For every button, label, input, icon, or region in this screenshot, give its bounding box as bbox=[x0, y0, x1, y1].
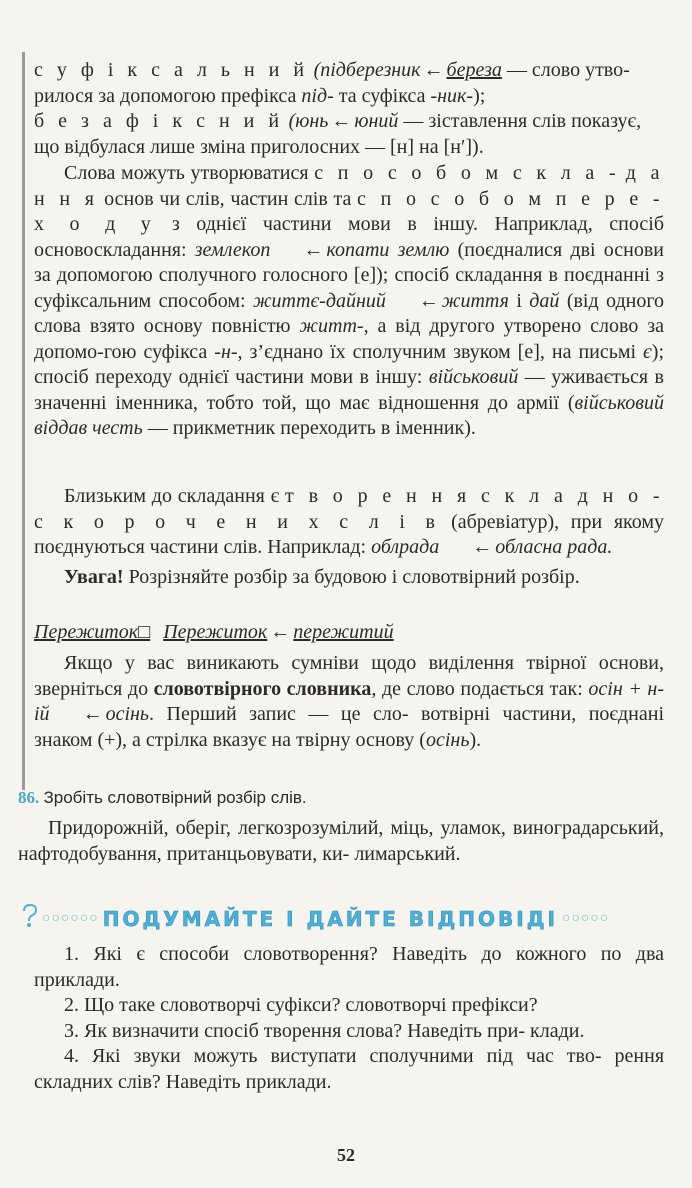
example-word: дайний bbox=[325, 289, 386, 312]
term: х о д у bbox=[34, 213, 156, 235]
example-word: військовий bbox=[428, 366, 519, 388]
arrow-icon: ← bbox=[472, 536, 493, 558]
text: (від одного слова взято основу bbox=[34, 289, 665, 337]
text: — уживається в значенні іменника, тобто той, bbox=[34, 366, 665, 414]
text: лимарський. bbox=[354, 842, 461, 865]
example-word: (юнь bbox=[288, 110, 329, 132]
paragraph-dictionary bbox=[34, 651, 664, 753]
morph-analysis bbox=[34, 617, 664, 647]
example-word: обласна рада. bbox=[495, 536, 613, 558]
exercise-number: 86. bbox=[18, 788, 40, 807]
question-2: 2. Що таке словотворчі суфікси? словотворчі префікси? bbox=[64, 994, 538, 1016]
text: два приклади. bbox=[34, 943, 665, 991]
arrow-icon: ← bbox=[303, 238, 324, 261]
text: — зіставлення слів показує, bbox=[403, 110, 642, 132]
text: основ чи слів, частин слів та bbox=[104, 187, 352, 210]
text: розбір. bbox=[521, 566, 580, 588]
text: . Перший запис — це сло- bbox=[149, 703, 409, 725]
exercise-words bbox=[18, 816, 664, 867]
prefix: під- bbox=[301, 84, 334, 107]
text: вотвірні частини, поєднані знаком (+), а стрілка вказує на bbox=[34, 703, 665, 751]
line bbox=[34, 484, 664, 561]
text: твірну основу ( bbox=[296, 728, 426, 751]
arrow-icon: ← bbox=[331, 110, 352, 132]
example-word: життє- bbox=[252, 289, 326, 312]
text: складання в поєднанні з суфіксальним способом: bbox=[34, 264, 665, 312]
text: ); bbox=[473, 84, 486, 107]
letter: є bbox=[643, 340, 652, 363]
question-3 bbox=[34, 1019, 664, 1045]
text: , а від другого утворено слово за допомо- bbox=[34, 315, 665, 363]
term: т в о р е н н я с к л а д н о - bbox=[285, 485, 665, 507]
warning-label: Увага! bbox=[64, 566, 124, 588]
dots-decoration: ○○○○○○ bbox=[42, 911, 99, 926]
text: — слово утво- bbox=[506, 59, 630, 81]
dots-decoration: ○○○○○ bbox=[562, 911, 610, 926]
text: основи, зверніться до bbox=[34, 652, 664, 700]
term: с п о с о б о м с к л а - bbox=[314, 162, 621, 184]
arrow-icon: ← bbox=[423, 59, 444, 81]
text: 3. Як визначити спосіб творення слова? Наведіть при- bbox=[64, 1019, 526, 1042]
question-4 bbox=[34, 1044, 664, 1095]
text: повністю bbox=[211, 315, 291, 337]
text: та суфікса bbox=[338, 84, 426, 107]
text: , де слово bbox=[371, 677, 455, 700]
example-word: облрада bbox=[371, 536, 440, 558]
term: с к о р о ч е н и х с л і в bbox=[34, 510, 440, 533]
exercise-86 bbox=[18, 786, 664, 867]
line bbox=[34, 651, 664, 753]
example-word: (підберезник bbox=[313, 59, 421, 81]
line bbox=[34, 84, 664, 110]
question-1 bbox=[34, 942, 664, 993]
example-word: осінь bbox=[425, 728, 470, 751]
text: 1. Які є способи словотворення? Наведіть до кожного по bbox=[64, 943, 622, 965]
section-title: ПОДУМАЙТЕ І ДАЙТЕ ВІДПОВІДІ bbox=[102, 907, 558, 931]
text: Якщо у вас виникають сумніви щодо виділення твірної bbox=[64, 652, 587, 674]
line bbox=[34, 109, 664, 135]
paragraph-suffix-examples bbox=[34, 58, 664, 160]
warning-note bbox=[34, 565, 664, 591]
text: ). bbox=[469, 728, 482, 751]
text: 4. Які звуки можуть виступати сполучними під час тво- bbox=[64, 1045, 602, 1067]
example-word: землекоп bbox=[194, 238, 271, 261]
suffix: -н- bbox=[214, 340, 238, 363]
arrow-icon: ← bbox=[418, 289, 439, 312]
suffix: -ник- bbox=[430, 84, 474, 107]
arrow-icon: ← bbox=[270, 621, 291, 643]
text: Розрізняйте розбір за будовою і словотвірний bbox=[128, 566, 517, 588]
margin-rule bbox=[22, 52, 25, 790]
question-icon bbox=[20, 903, 40, 935]
paragraph-methods bbox=[34, 161, 664, 442]
line bbox=[18, 816, 664, 867]
text: дві основи за допомогою сполучного голосного [е]); спосіб bbox=[34, 238, 664, 286]
line bbox=[34, 161, 664, 442]
text: письмі bbox=[578, 340, 637, 363]
example-phrase: військовий віддав честь bbox=[34, 391, 664, 439]
questions-list bbox=[34, 942, 664, 1095]
text: подається так: bbox=[460, 677, 583, 700]
text: , з’єднано їх сполучним звуком [е], на bbox=[237, 340, 572, 363]
text: Слова можуть утворюватися bbox=[64, 162, 309, 184]
text: (поєдналися bbox=[457, 238, 563, 261]
text: рення складних слів? Наведіть приклади. bbox=[34, 1045, 665, 1093]
text: з однієї частини мови в іншу. Наприклад, спосіб bbox=[171, 213, 664, 235]
line bbox=[34, 565, 664, 591]
term: д а н н я bbox=[34, 162, 665, 210]
morph-word: пережитий bbox=[293, 621, 394, 643]
text: і bbox=[516, 289, 522, 312]
line bbox=[34, 58, 664, 84]
text: Придорожній, оберіг, легкозрозумілий, міць, уламок, bbox=[48, 817, 506, 839]
example-word: житт- bbox=[299, 315, 364, 337]
morph-word: Пережиток bbox=[163, 621, 268, 643]
exercise-title: Зробіть словотвірний розбір слів. bbox=[43, 788, 307, 807]
example-word: осінь bbox=[105, 703, 150, 725]
text: гою суфікса bbox=[103, 340, 208, 363]
text: рилося за допомогою префікса bbox=[34, 84, 297, 107]
text: виноградарський, нафтодобування, пританцьовувати, ки- bbox=[18, 817, 665, 865]
morph-word: Пережиток□ bbox=[34, 621, 151, 643]
page-number: 52 bbox=[337, 1145, 355, 1165]
arrow-icon: ← bbox=[82, 703, 103, 725]
text: Близьким до складання є bbox=[64, 485, 280, 507]
exercise-header bbox=[18, 786, 664, 810]
example-word: юний bbox=[354, 110, 399, 132]
term: с п о с о б о м п е р е - bbox=[357, 187, 665, 210]
text: основоскладання: bbox=[34, 238, 187, 261]
term: б е з а ф і к с н и й bbox=[34, 110, 284, 132]
line: що відбулася лише зміна приголосних — [н] на [н′]). bbox=[34, 135, 484, 158]
text: — bbox=[147, 417, 168, 439]
example-word: дай bbox=[529, 289, 560, 312]
text: ); спосіб переходу однієї частини мови в іншу: bbox=[34, 340, 664, 388]
term: с у ф і к с а л ь н и й bbox=[34, 59, 309, 81]
text: (абревіатур), при якому поєднуються bbox=[34, 510, 665, 558]
section-header bbox=[20, 902, 670, 936]
text: прикметник переходить в іменник). bbox=[172, 417, 476, 439]
example-word: копати землю bbox=[326, 238, 450, 261]
example-word: береза bbox=[446, 59, 502, 81]
paragraph-abbreviations bbox=[34, 484, 664, 561]
text: частини слів. Наприклад: bbox=[149, 536, 367, 558]
example-word: осін + н-ій bbox=[34, 677, 665, 725]
text: клади. bbox=[530, 1019, 585, 1042]
example-word: життя bbox=[441, 289, 509, 312]
term-bold: словотвірного словника bbox=[153, 677, 372, 700]
text: що має відношення до армії ( bbox=[305, 391, 575, 414]
